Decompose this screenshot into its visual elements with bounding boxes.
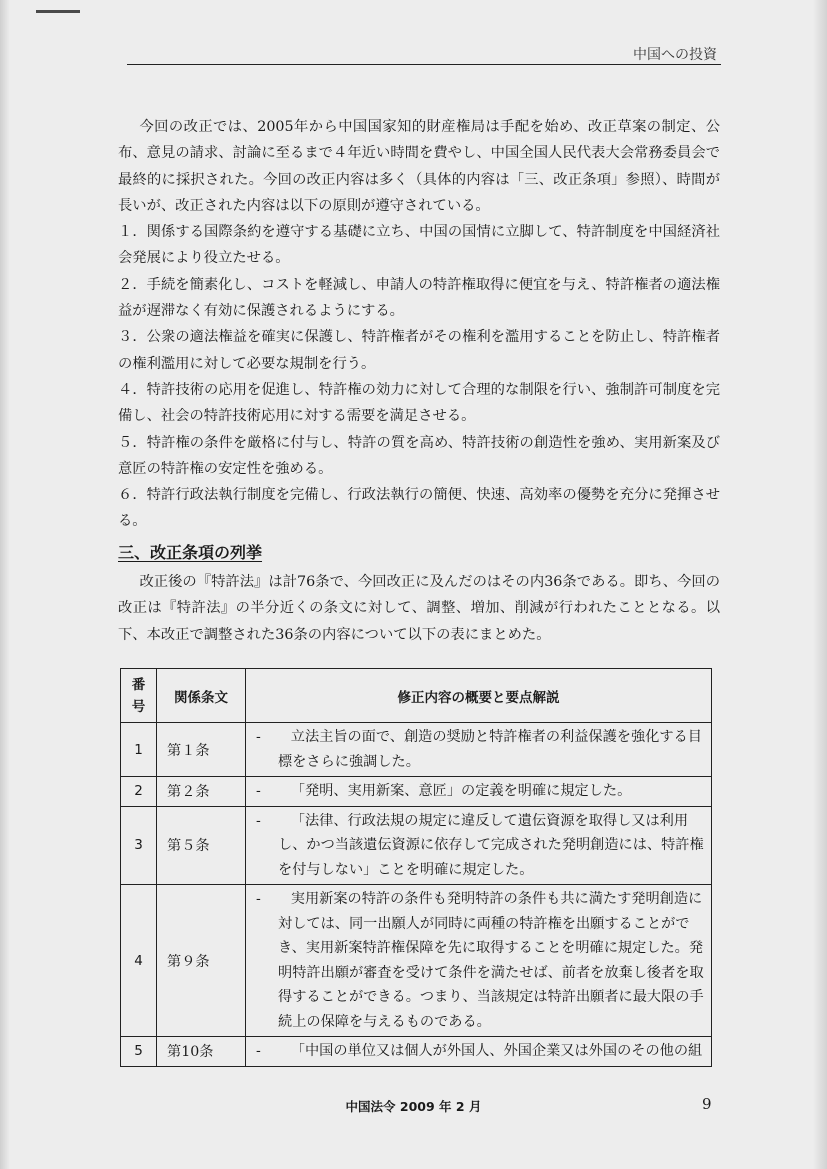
- header-number: 番号: [121, 669, 157, 723]
- principle-item: ３．公衆の適法権益を確実に保護し、特許権者がその権利を濫用することを防止し、特許権者の権利濫用に対して必要な規制を行う。: [118, 329, 720, 372]
- principle-item: ５．特許権の条件を厳格に付与し、特許の質を高め、特許技術の創造性を強め、実用新案及び意匠の特許権の安定性を強める。: [118, 434, 720, 477]
- row-summary: [246, 1037, 712, 1067]
- header-summary: 修正内容の概要と要点解説: [246, 669, 712, 723]
- revision-table: [120, 668, 712, 1067]
- header-article: 関係条文: [157, 669, 246, 723]
- table-header-row: [121, 669, 712, 723]
- row-article: 第２条: [157, 777, 246, 807]
- summary-text: 「法律、行政法規の規定に違反して遺伝資源を取得し又は利用し、かつ当該遺伝資源に依存して完成された発明創造には、特許権を付与しない」ことを明確に規定した。: [278, 812, 704, 878]
- section-text: [118, 569, 720, 648]
- row-summary: [246, 885, 712, 1037]
- row-number: 4: [121, 885, 157, 1037]
- section-paragraph: 改正後の『特許法』は計76条で、今回改正に及んだのはその内36条である。即ち、今回の改正は『特許法』の半分近くの条文に対して、調整、増加、削減が行われたこととなる。以下、本改正で調整された36条の内容について以下の表にまとめた。: [118, 574, 720, 643]
- principle-item: ６．特許行政法執行制度を完備し、行政法執行の簡便、快速、高効率の優勢を充分に発揮させる。: [118, 487, 720, 530]
- running-header-title: 中国への投資: [633, 47, 717, 63]
- corner-mark: [36, 10, 80, 13]
- row-article: 第10条: [157, 1037, 246, 1067]
- row-article: 第５条: [157, 806, 246, 885]
- row-number: 2: [121, 777, 157, 807]
- scan-edge-left: [0, 0, 10, 1169]
- bullet-dash: -: [256, 891, 261, 907]
- bullet-dash: -: [256, 1043, 261, 1059]
- principle-item: ２．手続を簡素化し、コストを軽減し、申請人の特許権取得に便宜を与え、特許権者の適法権益が遅滞なく有効に保護されるようにする。: [118, 276, 720, 320]
- row-article: 第１条: [157, 723, 246, 777]
- principle-item: １．関係する国際条約を遵守する基礎に立ち、中国の国情に立脚して、特許制度を中国経済社会発展により役立たせる。: [118, 224, 720, 267]
- summary-text: 「発明、実用新案、意匠」の定義を明確に規定した。: [290, 783, 632, 799]
- bullet-dash: -: [256, 729, 261, 745]
- table-row: [121, 777, 712, 807]
- summary-text: 立法主旨の面で、創造の奨励と特許権者の利益保護を強化する目標をさらに強調した。: [278, 729, 702, 770]
- body-text: [118, 114, 720, 535]
- section-heading: 三、改正条項の列挙: [118, 543, 263, 562]
- row-number: 5: [121, 1037, 157, 1067]
- intro-paragraph: 今回の改正では、2005年から中国国家知的財産権局は手配を始め、改正草案の制定、公布、意見の請求、討論に至るまで４年近い時間を費やし、中国全国人民代表大会常務委員会で最終的に採択された。今回の改正内容は多く（具体的内容は「三、改正条項」参照）、時間が長いが、改正された内容は以下の原則が遵守されている。: [118, 119, 720, 214]
- header-rule: [127, 64, 721, 65]
- table-row: [121, 1037, 712, 1067]
- table-row: [121, 723, 712, 777]
- row-number: 3: [121, 806, 157, 885]
- bullet-dash: -: [256, 812, 261, 829]
- principle-item: ４．特許技術の応用を促進し、特許権の効力に対して合理的な制限を行い、強制許可制度を完備し、社会の特許技術応用に対する需要を満足させる。: [118, 381, 720, 425]
- row-article: 第９条: [157, 885, 246, 1037]
- page-number: 9: [702, 1095, 712, 1113]
- scan-edge-right: [813, 0, 827, 1169]
- row-summary: [246, 806, 712, 885]
- row-summary: [246, 777, 712, 807]
- summary-text: 実用新案の特許の条件も発明特許の条件も共に満たす発明創造に対しては、同一出願人が同時に両種の特許権を出願することができ、実用新案特許権保障を先に取得することを明確に規定した。発明特許出願が審査を受けて条件を満たせば、前者を放棄し後者を取得することができる。つまり、当該規定は特許出願者に最大限の手続上の保障を与えるものである。: [278, 891, 704, 1030]
- bullet-dash: -: [256, 783, 261, 799]
- summary-text: 「中国の単位又は個人が外国人、外国企業又は外国のその他の組: [290, 1043, 703, 1059]
- footer-publication: 中国法令 2009 年 2 月: [345, 1099, 482, 1114]
- row-number: 1: [121, 723, 157, 777]
- table-row: [121, 806, 712, 885]
- table-row: [121, 885, 712, 1037]
- row-summary: [246, 723, 712, 777]
